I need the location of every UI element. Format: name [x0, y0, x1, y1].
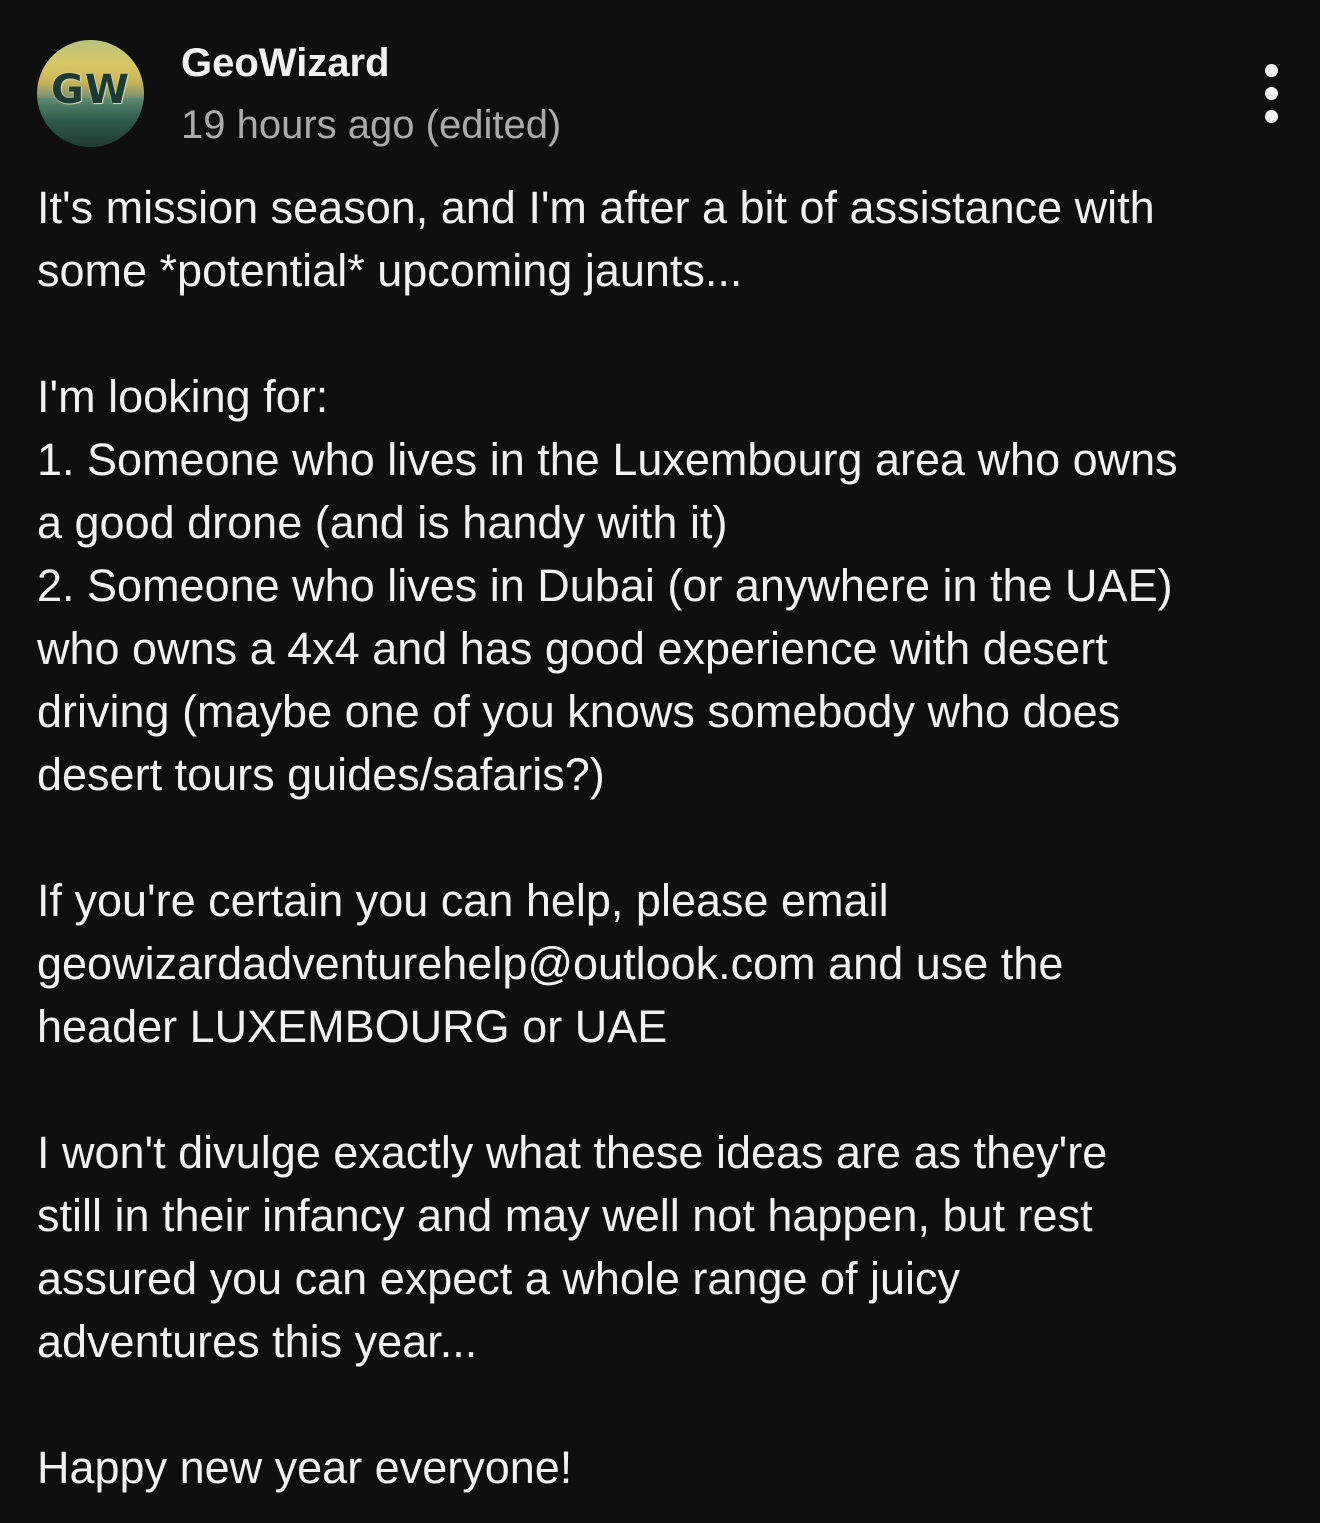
body-line: a good drone (and is handy with it)	[37, 497, 728, 548]
body-line: 2. Someone who lives in Dubai (or anywhere in the UAE)	[37, 560, 1173, 611]
body-line: It's mission season, and I'm after a bit of assistance with	[37, 182, 1155, 233]
more-vertical-icon	[1265, 64, 1278, 77]
body-line: 1. Someone who lives in the Luxembourg area who owns	[37, 434, 1178, 485]
body-line: geowizardadventurehelp@outlook.com and use the	[37, 938, 1064, 989]
comment-body	[37, 176, 1297, 1499]
paragraph-gap	[37, 1058, 1297, 1121]
body-line: assured you can expect a whole range of juicy	[37, 1253, 961, 1304]
body-line: Happy new year everyone!	[37, 1442, 573, 1493]
comment-timestamp[interactable]: 19 hours ago (edited)	[181, 103, 562, 147]
author-name[interactable]: GeoWizard	[181, 41, 390, 85]
body-line: desert tours guides/safaris?)	[37, 749, 605, 800]
more-options-button[interactable]	[1250, 64, 1294, 124]
avatar-letters: GW	[51, 67, 130, 113]
body-line: who owns a 4x4 and has good experience with desert	[37, 623, 1108, 674]
more-vertical-icon	[1265, 110, 1278, 123]
body-line: adventures this year...	[37, 1316, 478, 1367]
paragraph-gap	[37, 302, 1297, 365]
body-line: driving (maybe one of you knows somebody who does	[37, 686, 1121, 737]
body-line: I won't divulge exactly what these ideas are as they're	[37, 1127, 1108, 1178]
body-line: header LUXEMBOURG or UAE	[37, 1001, 668, 1052]
paragraph-gap	[37, 806, 1297, 869]
body-line: If you're certain you can help, please email	[37, 875, 889, 926]
body-line: I'm looking for:	[37, 371, 329, 422]
paragraph-gap	[37, 1373, 1297, 1436]
avatar[interactable]	[37, 40, 144, 147]
body-line: still in their infancy and may well not happen, but rest	[37, 1190, 1093, 1241]
body-line: some *potential* upcoming jaunts...	[37, 245, 743, 296]
more-vertical-icon	[1265, 87, 1278, 100]
